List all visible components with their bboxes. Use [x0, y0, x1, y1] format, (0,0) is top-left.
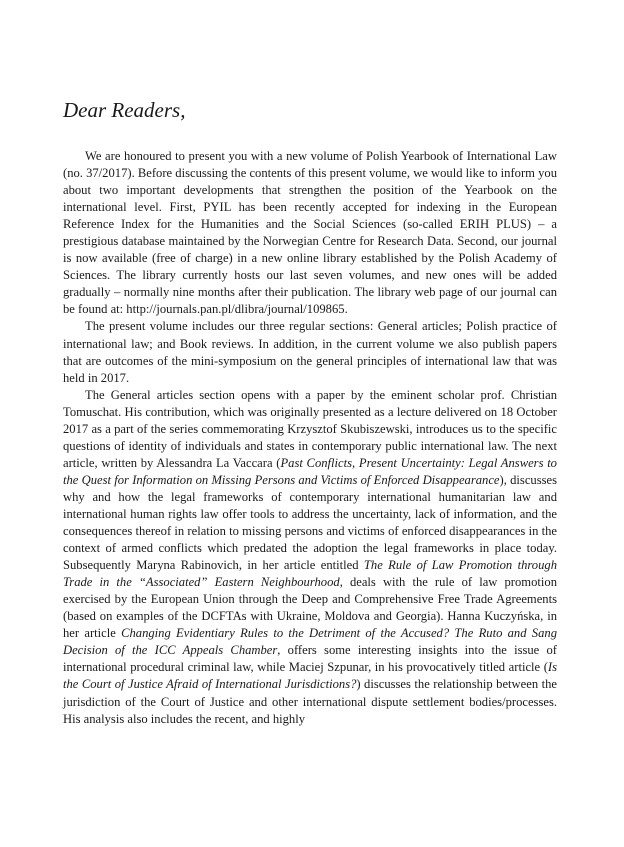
letter-page [63, 97, 557, 728]
italic-title-run: Is the Court of Justice Afraid of International Jurisdictions? [63, 660, 557, 692]
italic-title-run: Changing Evidentiary Rules to the Detriment of the Accused? The Ruto and Sang Decision of the ICC Appeals Chamber [63, 626, 557, 658]
letter-body [63, 148, 557, 728]
italic-title-run: The Rule of Law Promotion through Trade in the “Associated” Eastern Neighbourhood [63, 558, 557, 590]
text-run: , offers some interesting insights into the issue of international procedural criminal law, while Maciej Szpunar, in his provocatively titled article ( [63, 643, 557, 675]
text-run: We are honoured to present you with a new volume of Polish Yearbook of International Law (no. 37/2017). Before discussing the contents of this present volume, we would like to inform you about two important developments that strengthen the position of the Yearbook on the international level. First, PYIL has been recently accepted for indexing in the European Reference Index for the Humanities and the Social Sciences (so-called ERIH PLUS) – a prestigious database maintained by the Norwegian Centre for Research Data. Second, our journal is now available (free of charge) in a new online library established by the Polish Academy of Sciences. The library currently hosts our last seven volumes, and new ones will be added gradually – normally nine months after their publication. The library web page of our journal can be found at: http://journals.pan.pl/dlibra/journal/109865. [63, 149, 557, 317]
text-run: The present volume includes our three regular sections: General articles; Polish practice of international law; and Book reviews. In addition, in the current volume we also publish papers that are outcomes of the mini-symposium on the general principles of international law that was held in 2017. [63, 319, 557, 385]
text-run: , deals with the rule of law promotion exercised by the European Union through the Deep and Comprehensive Free Trade Agreements (based on examples of the DCFTAs with Ukraine, Moldova and Georgia). Hanna Kuczyńska, in her article [63, 575, 557, 641]
body-paragraph [63, 318, 557, 386]
text-run: The General articles section opens with a paper by the eminent scholar prof. Christian Tomuschat. His contribution, which was originally presented as a lecture delivered on 18 October 2017 as a part of the series commemorating Krzysztof Skubiszewski, introduces us to the specific questions of identity of individuals and states in contemporary public international law. The next article, written by Alessandra La Vaccara ( [63, 387, 557, 470]
body-paragraph [63, 387, 557, 728]
letter-heading: Dear Readers, [63, 98, 186, 122]
body-paragraph [63, 148, 557, 318]
italic-title-run: Past Conflicts, Present Uncertainty: Legal Answers to the Quest for Information on Missing Persons and Victims of Enforced Disappearance [63, 455, 557, 487]
text-run: ), discusses why and how the legal frameworks of contemporary international humanitarian law and international human rights law offer tools to address the uncertainty, lack of information, and the consequences thereof in relation to missing persons and victims of enforced disappearances in the context of armed conflicts which predated the adoption the legal frameworks in place today. Subsequently Maryna Rabinovich, in her article entitled [63, 472, 557, 573]
text-run: ) discusses the relationship between the jurisdiction of the Court of Justice and other international dispute settlement bodies/processes. His analysis also includes the recent, and highly [63, 677, 557, 726]
